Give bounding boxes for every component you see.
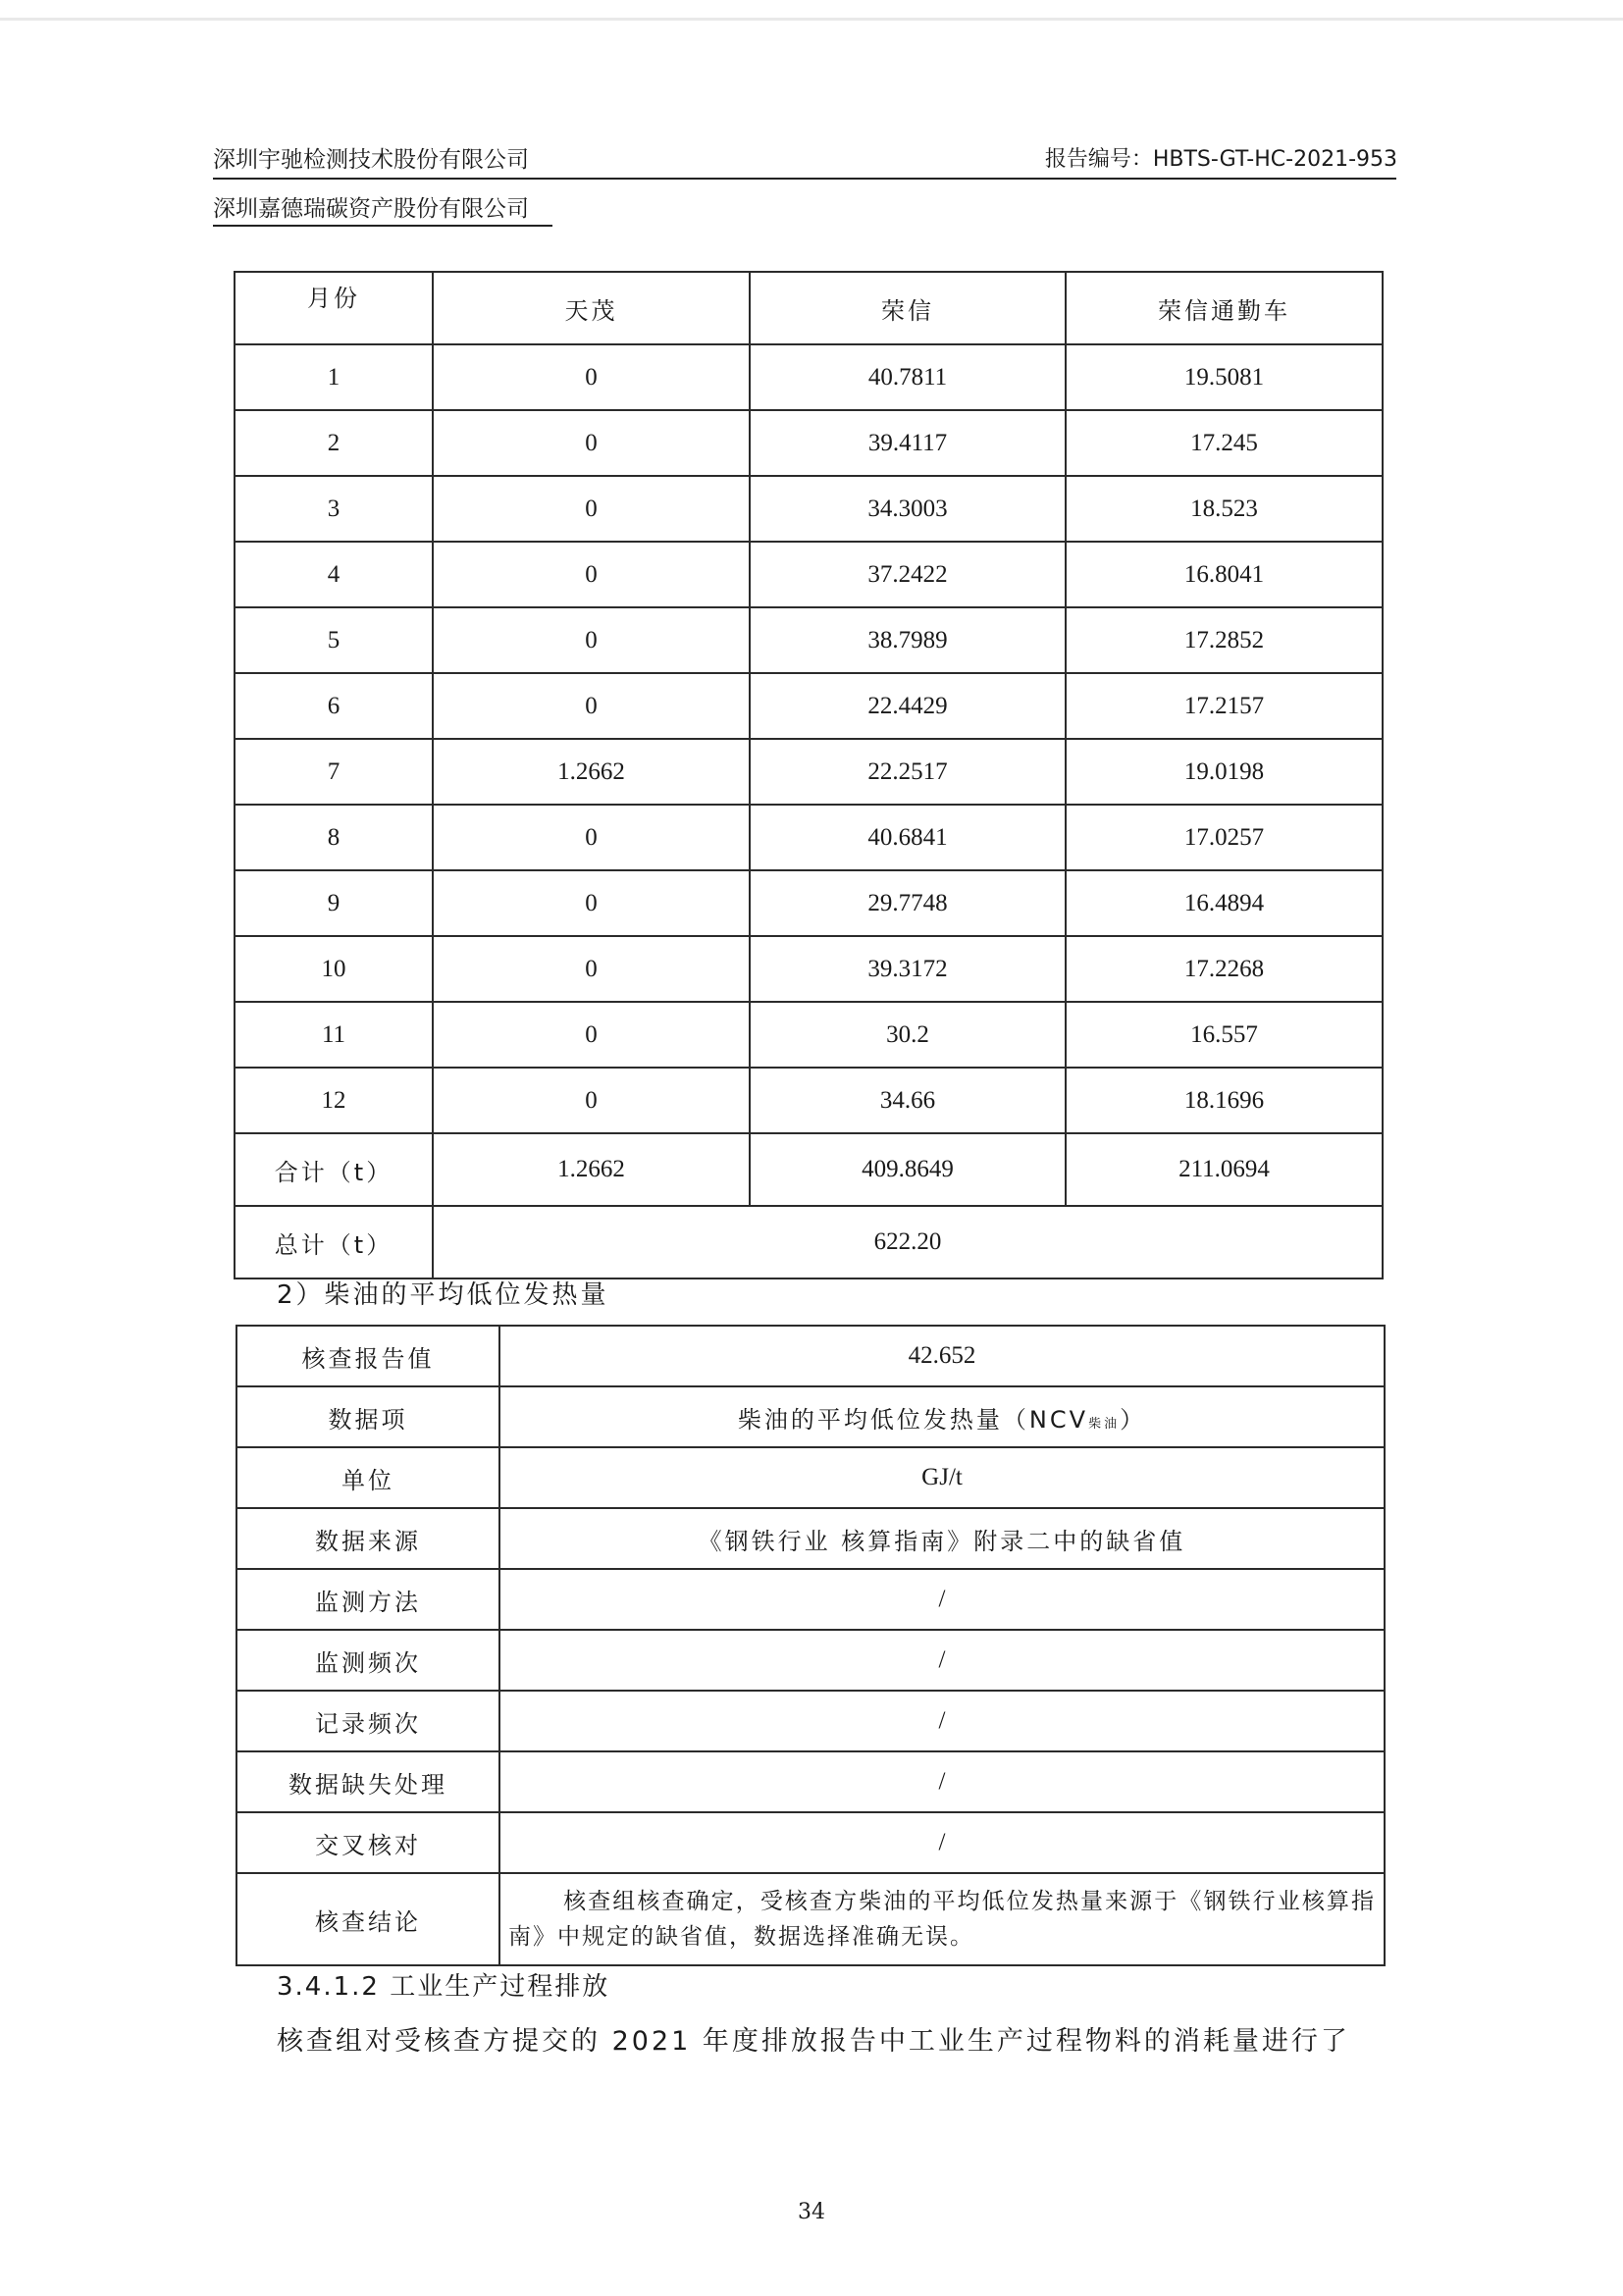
value-cell: 17.2157 xyxy=(1066,673,1383,739)
row-label: 监测方法 xyxy=(236,1569,499,1630)
value-cell: 22.4429 xyxy=(750,673,1066,739)
ncv-verification-table xyxy=(236,1325,1386,1966)
month-cell: 3 xyxy=(235,476,433,542)
value-cell: 19.5081 xyxy=(1066,344,1383,410)
subtotal-row xyxy=(235,1133,1383,1206)
row-value: / xyxy=(499,1630,1385,1691)
month-cell: 6 xyxy=(235,673,433,739)
table-header-row xyxy=(235,272,1383,344)
value-cell: 0 xyxy=(433,476,750,542)
table-row xyxy=(235,739,1383,805)
conclusion-label: 核查结论 xyxy=(236,1873,499,1965)
value-cell: 0 xyxy=(433,936,750,1002)
value-cell: 0 xyxy=(433,542,750,607)
value-cell: 17.245 xyxy=(1066,410,1383,476)
column-header-rongxin-commuter: 荣信通勤车 xyxy=(1066,272,1383,344)
table-row xyxy=(235,673,1383,739)
table-row xyxy=(235,476,1383,542)
value-cell: 40.6841 xyxy=(750,805,1066,870)
value-cell: 0 xyxy=(433,1068,750,1133)
row-label: 数据缺失处理 xyxy=(236,1751,499,1812)
row-value-end: ） xyxy=(1120,1405,1147,1434)
month-cell: 12 xyxy=(235,1068,433,1133)
table-row xyxy=(236,1751,1385,1812)
value-cell: 34.66 xyxy=(750,1068,1066,1133)
month-cell: 9 xyxy=(235,870,433,936)
month-cell: 8 xyxy=(235,805,433,870)
total-row xyxy=(235,1206,1383,1278)
total-value: 622.20 xyxy=(433,1206,1383,1278)
row-value-main: 柴油的平均低位发热量（NCV xyxy=(737,1405,1089,1434)
row-value: / xyxy=(499,1569,1385,1630)
table-row xyxy=(236,1386,1385,1447)
value-cell: 16.8041 xyxy=(1066,542,1383,607)
table-row xyxy=(236,1447,1385,1508)
month-cell: 7 xyxy=(235,739,433,805)
table-row xyxy=(235,1002,1383,1068)
header-report-number: 报告编号：HBTS-GT-HC-2021-953 xyxy=(1044,147,1397,172)
conclusion-row xyxy=(236,1873,1385,1965)
month-cell: 10 xyxy=(235,936,433,1002)
value-cell: 17.2852 xyxy=(1066,607,1383,673)
table-row xyxy=(236,1691,1385,1751)
row-label: 核查报告值 xyxy=(236,1326,499,1386)
table-row xyxy=(235,410,1383,476)
value-cell: 0 xyxy=(433,607,750,673)
table-row xyxy=(235,936,1383,1002)
row-value: / xyxy=(499,1751,1385,1812)
table-row xyxy=(235,805,1383,870)
value-cell: 29.7748 xyxy=(750,870,1066,936)
conclusion-cell xyxy=(499,1873,1385,1965)
header-rule xyxy=(213,178,1396,180)
value-cell: 0 xyxy=(433,673,750,739)
value-cell: 18.523 xyxy=(1066,476,1383,542)
value-cell: 38.7989 xyxy=(750,607,1066,673)
value-cell: 0 xyxy=(433,344,750,410)
table-row xyxy=(236,1508,1385,1569)
table-row xyxy=(236,1812,1385,1873)
row-value: / xyxy=(499,1691,1385,1751)
row-label: 交叉核对 xyxy=(236,1812,499,1873)
table-row xyxy=(235,870,1383,936)
table-row xyxy=(236,1569,1385,1630)
scan-edge xyxy=(0,18,1623,21)
page-number: 34 xyxy=(798,2200,825,2224)
month-cell: 2 xyxy=(235,410,433,476)
section-heading-industrial-process: 3.4.1.2 工业生产过程排放 xyxy=(277,1972,610,2002)
value-cell: 0 xyxy=(433,805,750,870)
diesel-consumption-table xyxy=(234,271,1384,1279)
row-value: GJ/t xyxy=(499,1447,1385,1508)
value-cell: 34.3003 xyxy=(750,476,1066,542)
table-row xyxy=(236,1326,1385,1386)
month-cell: 11 xyxy=(235,1002,433,1068)
column-header-rongxin: 荣信 xyxy=(750,272,1066,344)
table-row xyxy=(235,344,1383,410)
value-cell: 0 xyxy=(433,870,750,936)
header-underline xyxy=(213,225,552,227)
table-row xyxy=(235,1068,1383,1133)
subtotal-value: 1.2662 xyxy=(433,1133,750,1206)
table-row xyxy=(235,542,1383,607)
row-label: 监测频次 xyxy=(236,1630,499,1691)
subtotal-value: 211.0694 xyxy=(1066,1133,1383,1206)
value-cell: 16.4894 xyxy=(1066,870,1383,936)
row-label: 记录频次 xyxy=(236,1691,499,1751)
header-company-1: 深圳宇驰检测技术股份有限公司 xyxy=(213,147,529,173)
row-value xyxy=(499,1386,1385,1447)
value-cell: 22.2517 xyxy=(750,739,1066,805)
value-cell: 16.557 xyxy=(1066,1002,1383,1068)
section-heading-ncv: 2）柴油的平均低位发热量 xyxy=(277,1280,609,1310)
value-cell: 17.2268 xyxy=(1066,936,1383,1002)
table-row xyxy=(236,1630,1385,1691)
column-header-month: 月份 xyxy=(235,272,433,344)
body-paragraph: 核查组对受核查方提交的 2021 年度排放报告中工业生产过程物料的消耗量进行了 xyxy=(277,2026,1350,2057)
row-label: 数据来源 xyxy=(236,1508,499,1569)
value-cell: 39.4117 xyxy=(750,410,1066,476)
value-cell: 17.0257 xyxy=(1066,805,1383,870)
value-cell: 18.1696 xyxy=(1066,1068,1383,1133)
value-cell: 40.7811 xyxy=(750,344,1066,410)
value-cell: 30.2 xyxy=(750,1002,1066,1068)
total-label: 总计（t） xyxy=(235,1206,433,1278)
value-cell: 39.3172 xyxy=(750,936,1066,1002)
value-cell: 19.0198 xyxy=(1066,739,1383,805)
month-cell: 5 xyxy=(235,607,433,673)
month-cell: 1 xyxy=(235,344,433,410)
row-value: 《钢铁行业 核算指南》附录二中的缺省值 xyxy=(499,1508,1385,1569)
table-row xyxy=(235,607,1383,673)
month-cell: 4 xyxy=(235,542,433,607)
row-value: / xyxy=(499,1812,1385,1873)
row-label: 数据项 xyxy=(236,1386,499,1447)
value-cell: 37.2422 xyxy=(750,542,1066,607)
row-value-subscript: 柴油 xyxy=(1088,1416,1121,1432)
subtotal-value: 409.8649 xyxy=(750,1133,1066,1206)
row-value: 42.652 xyxy=(499,1326,1385,1386)
column-header-tianmao: 天茂 xyxy=(433,272,750,344)
header-company-2: 深圳嘉德瑞碳资产股份有限公司 xyxy=(213,196,529,222)
value-cell: 0 xyxy=(433,410,750,476)
subtotal-label: 合计（t） xyxy=(235,1133,433,1206)
row-label: 单位 xyxy=(236,1447,499,1508)
value-cell: 0 xyxy=(433,1002,750,1068)
value-cell: 1.2662 xyxy=(433,739,750,805)
conclusion-text: 核查组核查确定，受核查方柴油的平均低位发热量来源于《钢铁行业核算指南》中规定的缺省值，数据选择准确无误。 xyxy=(508,1889,1376,1950)
